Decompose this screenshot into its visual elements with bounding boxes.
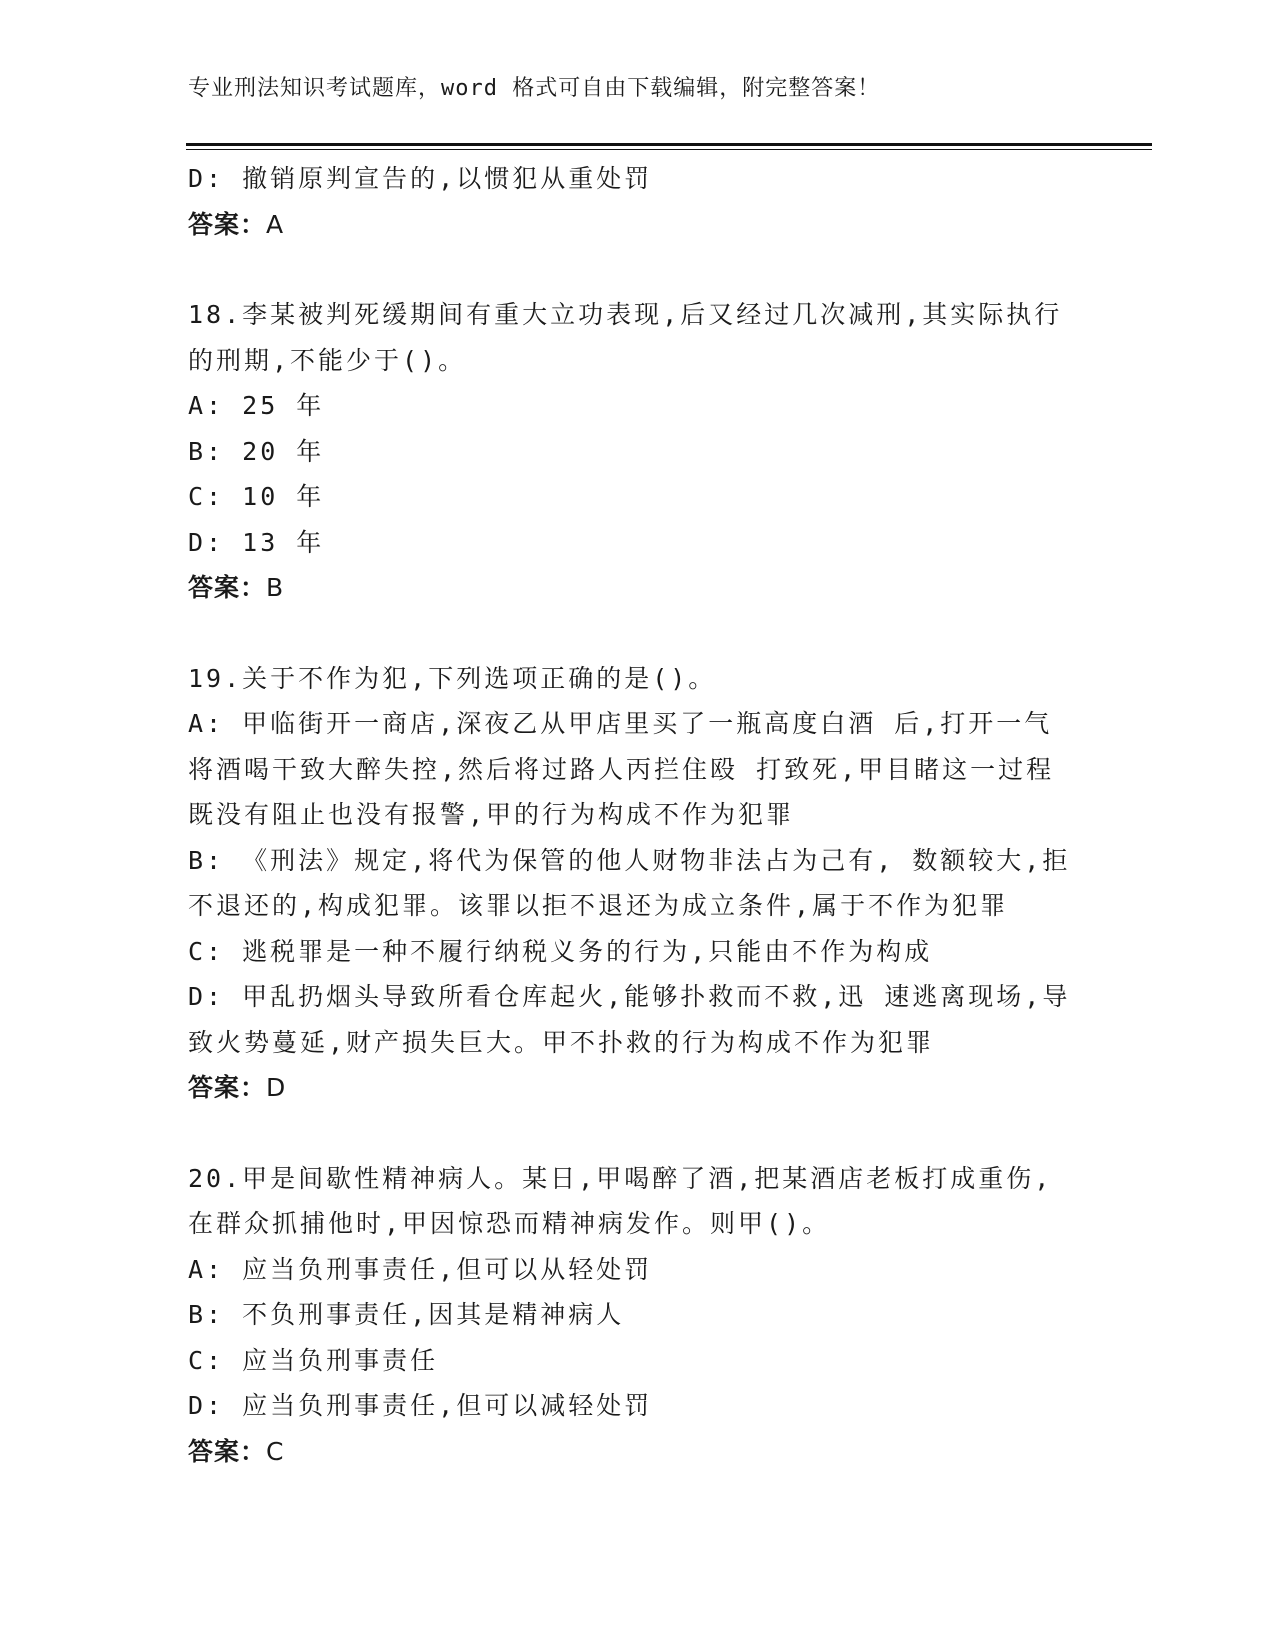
answer-label: 答案： (188, 573, 267, 602)
answer-value: A (266, 209, 285, 239)
answer-value: B (266, 573, 285, 602)
option-a-cont: 既没有阻止也没有报警,甲的行为构成不作为犯罪 (188, 800, 795, 829)
option-b: B: 《刑法》规定,将代为保管的他人财物非法占为己有, 数额较大,拒 (188, 845, 1071, 875)
option-b: B: 20 年 (188, 436, 325, 466)
question-content (188, 156, 1088, 1474)
answer (188, 565, 1088, 611)
spacer (188, 247, 1088, 292)
question-19 (188, 656, 1088, 1111)
option-b-cont: 不退还的,构成犯罪。该罪以拒不退还为成立条件,属于不作为犯罪 (188, 891, 1009, 920)
option-a: A: 甲临街开一商店,深夜乙从甲店里买了一瓶高度白酒 后,打开一气 (188, 709, 1053, 738)
answer-value: C (266, 1436, 285, 1466)
question-20 (188, 1156, 1088, 1475)
option-c: C: 应当负刑事责任 (188, 1345, 439, 1375)
option-a-cont: 将酒喝干致大醉失控,然后将过路人丙拦住殴 打致死,甲目睹这一过程 (188, 754, 1055, 784)
spacer (188, 1111, 1088, 1156)
option-d: D: 应当负刑事责任,但可以减轻处罚 (188, 1391, 653, 1420)
answer-label: 答案： (188, 209, 267, 239)
option-c: C: 10 年 (188, 482, 325, 511)
header-rule-thick (186, 143, 1152, 146)
option-b: B: 不负刑事责任,因其是精神病人 (188, 1300, 625, 1329)
prev-answer (188, 202, 1088, 248)
option-c: C: 逃税罪是一种不履行纳税义务的行为,只能由不作为构成 (188, 936, 933, 966)
answer-value: D (266, 1073, 287, 1102)
header-note: 专业刑法知识考试题库，word 格式可自由下载编辑，附完整答案！ (188, 76, 881, 101)
question-stem: 19.关于不作为犯,下列选项正确的是()。 (188, 663, 717, 693)
question-stem: 在群众抓捕他时,甲因惊恐而精神病发作。则甲()。 (188, 1209, 831, 1238)
option-a: A: 应当负刑事责任,但可以从轻处罚 (188, 1254, 653, 1284)
answer-label: 答案： (188, 1073, 267, 1102)
answer (188, 1429, 1088, 1475)
header-rule-thin (186, 149, 1152, 150)
question-stem: 的刑期,不能少于()。 (188, 345, 467, 375)
option-a: A: 25 年 (188, 391, 325, 420)
question-18 (188, 292, 1088, 611)
option-d: D: 13 年 (188, 527, 325, 557)
option-d-cont: 致火势蔓延,财产损失巨大。甲不扑救的行为构成不作为犯罪 (188, 1027, 935, 1057)
question-stem: 18.李某被判死缓期间有重大立功表现,后又经过几次减刑,其实际执行 (188, 300, 1063, 329)
answer-label: 答案： (188, 1436, 267, 1466)
option-d: D: 甲乱扔烟头导致所看仓库起火,能够扑救而不救,迅 速逃离现场,导 (188, 982, 1071, 1011)
prev-option-d: D: 撤销原判宣告的,以惯犯从重处罚 (188, 164, 653, 193)
answer (188, 1065, 1088, 1111)
spacer (188, 611, 1088, 656)
question-stem: 20.甲是间歇性精神病人。某日,甲喝醉了酒,把某酒店老板打成重伤, (188, 1163, 1053, 1193)
